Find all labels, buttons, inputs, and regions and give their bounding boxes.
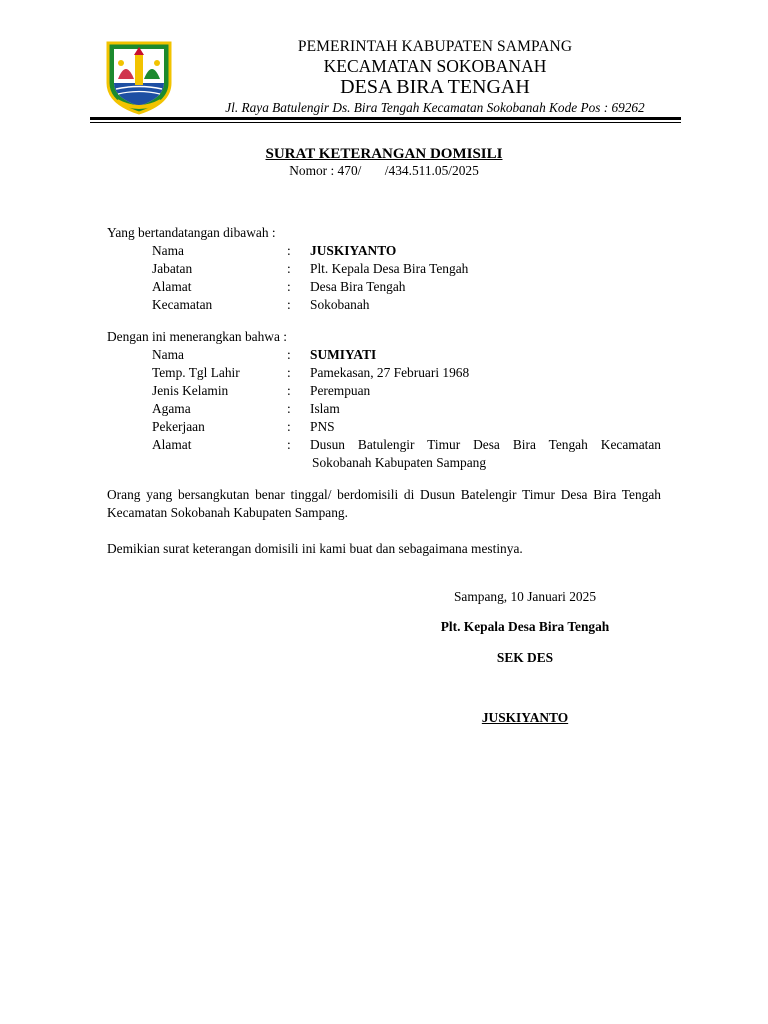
field-value: Perempuan [310,383,371,398]
signer-row-position [0,261,768,279]
field-value: Pamekasan, 27 Februari 1968 [310,365,470,380]
field-label: Jabatan [152,261,193,276]
field-label: Temp. Tgl Lahir [152,365,240,380]
subject-row-name [0,347,768,365]
field-value: SUMIYATI [310,347,377,362]
field-colon: : [287,261,291,276]
subject-row-gender [0,383,768,401]
field-colon: : [287,401,291,416]
field-label: Alamat [152,279,192,294]
field-value-continued: Sokobanah Kabupaten Sampang [312,455,487,470]
subject-intro: Dengan ini menerangkan bahwa : [107,329,287,344]
letter-title: SURAT KETERANGAN DOMISILI [265,146,503,162]
field-label: Nama [152,243,184,258]
field-label: Kecamatan [152,297,213,312]
field-value: Islam [310,401,340,416]
signature-place-date: Sampang, 10 Januari 2025 [453,589,597,604]
field-colon: : [287,383,291,398]
signer-row-address [0,279,768,297]
letterhead [180,38,690,116]
field-label: Pekerjaan [152,419,205,434]
letterhead-village: DESA BIRA TENGAH [340,76,530,98]
subject-row-occupation [0,419,768,437]
letterhead-district: KECAMATAN SOKOBANAH [323,56,547,76]
field-colon: : [287,437,291,452]
field-value: PNS [310,419,335,434]
letterhead-address: Jl. Raya Batulengir Ds. Bira Tengah Kecamatan Sokobanah Kode Pos : 69262 [225,100,645,115]
signer-row-district [0,297,768,315]
field-colon: : [287,243,291,258]
field-value: Desa Bira Tengah [310,279,406,294]
sampang-regency-emblem-icon [104,39,174,115]
signature-on-behalf: SEK DES [496,650,554,665]
field-colon: : [287,347,291,362]
signature-position: Plt. Kepala Desa Bira Tengah [440,619,610,634]
field-colon: : [287,365,291,380]
field-colon: : [287,419,291,434]
signer-intro: Yang bertandatangan dibawah : [107,225,276,240]
field-value: Sokobanah [310,297,370,312]
subject-row-address [0,437,768,455]
signature-name: JUSKIYANTO [481,710,569,725]
letterhead-government: PEMERINTAH KABUPATEN SAMPANG [297,38,573,55]
field-label: Agama [152,401,191,416]
field-label: Alamat [152,437,192,452]
subject-row-birth [0,365,768,383]
field-value: JUSKIYANTO [310,243,397,258]
letterhead-divider-thin [90,122,681,123]
statement-paragraph: Orang yang bersangkutan benar tinggal/ berdomisili di Dusun Batelengir Timur Desa Bira Tengah Kecamatan Sokobanah Kabupaten Sampang. [107,487,661,520]
closing-paragraph: Demikian surat keterangan domisili ini kami buat dan sebagaimana mestinya. [107,541,523,556]
field-label: Jenis Kelamin [152,383,229,398]
field-value: Dusun Batulengir Timur Desa Bira Tengah Kecamatan [310,437,661,452]
subject-row-address-cont [0,455,768,473]
subject-row-religion [0,401,768,419]
field-colon: : [287,297,291,312]
field-label: Nama [152,347,184,362]
letterhead-divider [90,117,681,120]
field-value: Plt. Kepala Desa Bira Tengah [310,261,469,276]
signer-row-name [0,243,768,261]
field-colon: : [287,279,291,294]
letter-number: Nomor : 470/ /434.511.05/2025 [289,163,479,178]
